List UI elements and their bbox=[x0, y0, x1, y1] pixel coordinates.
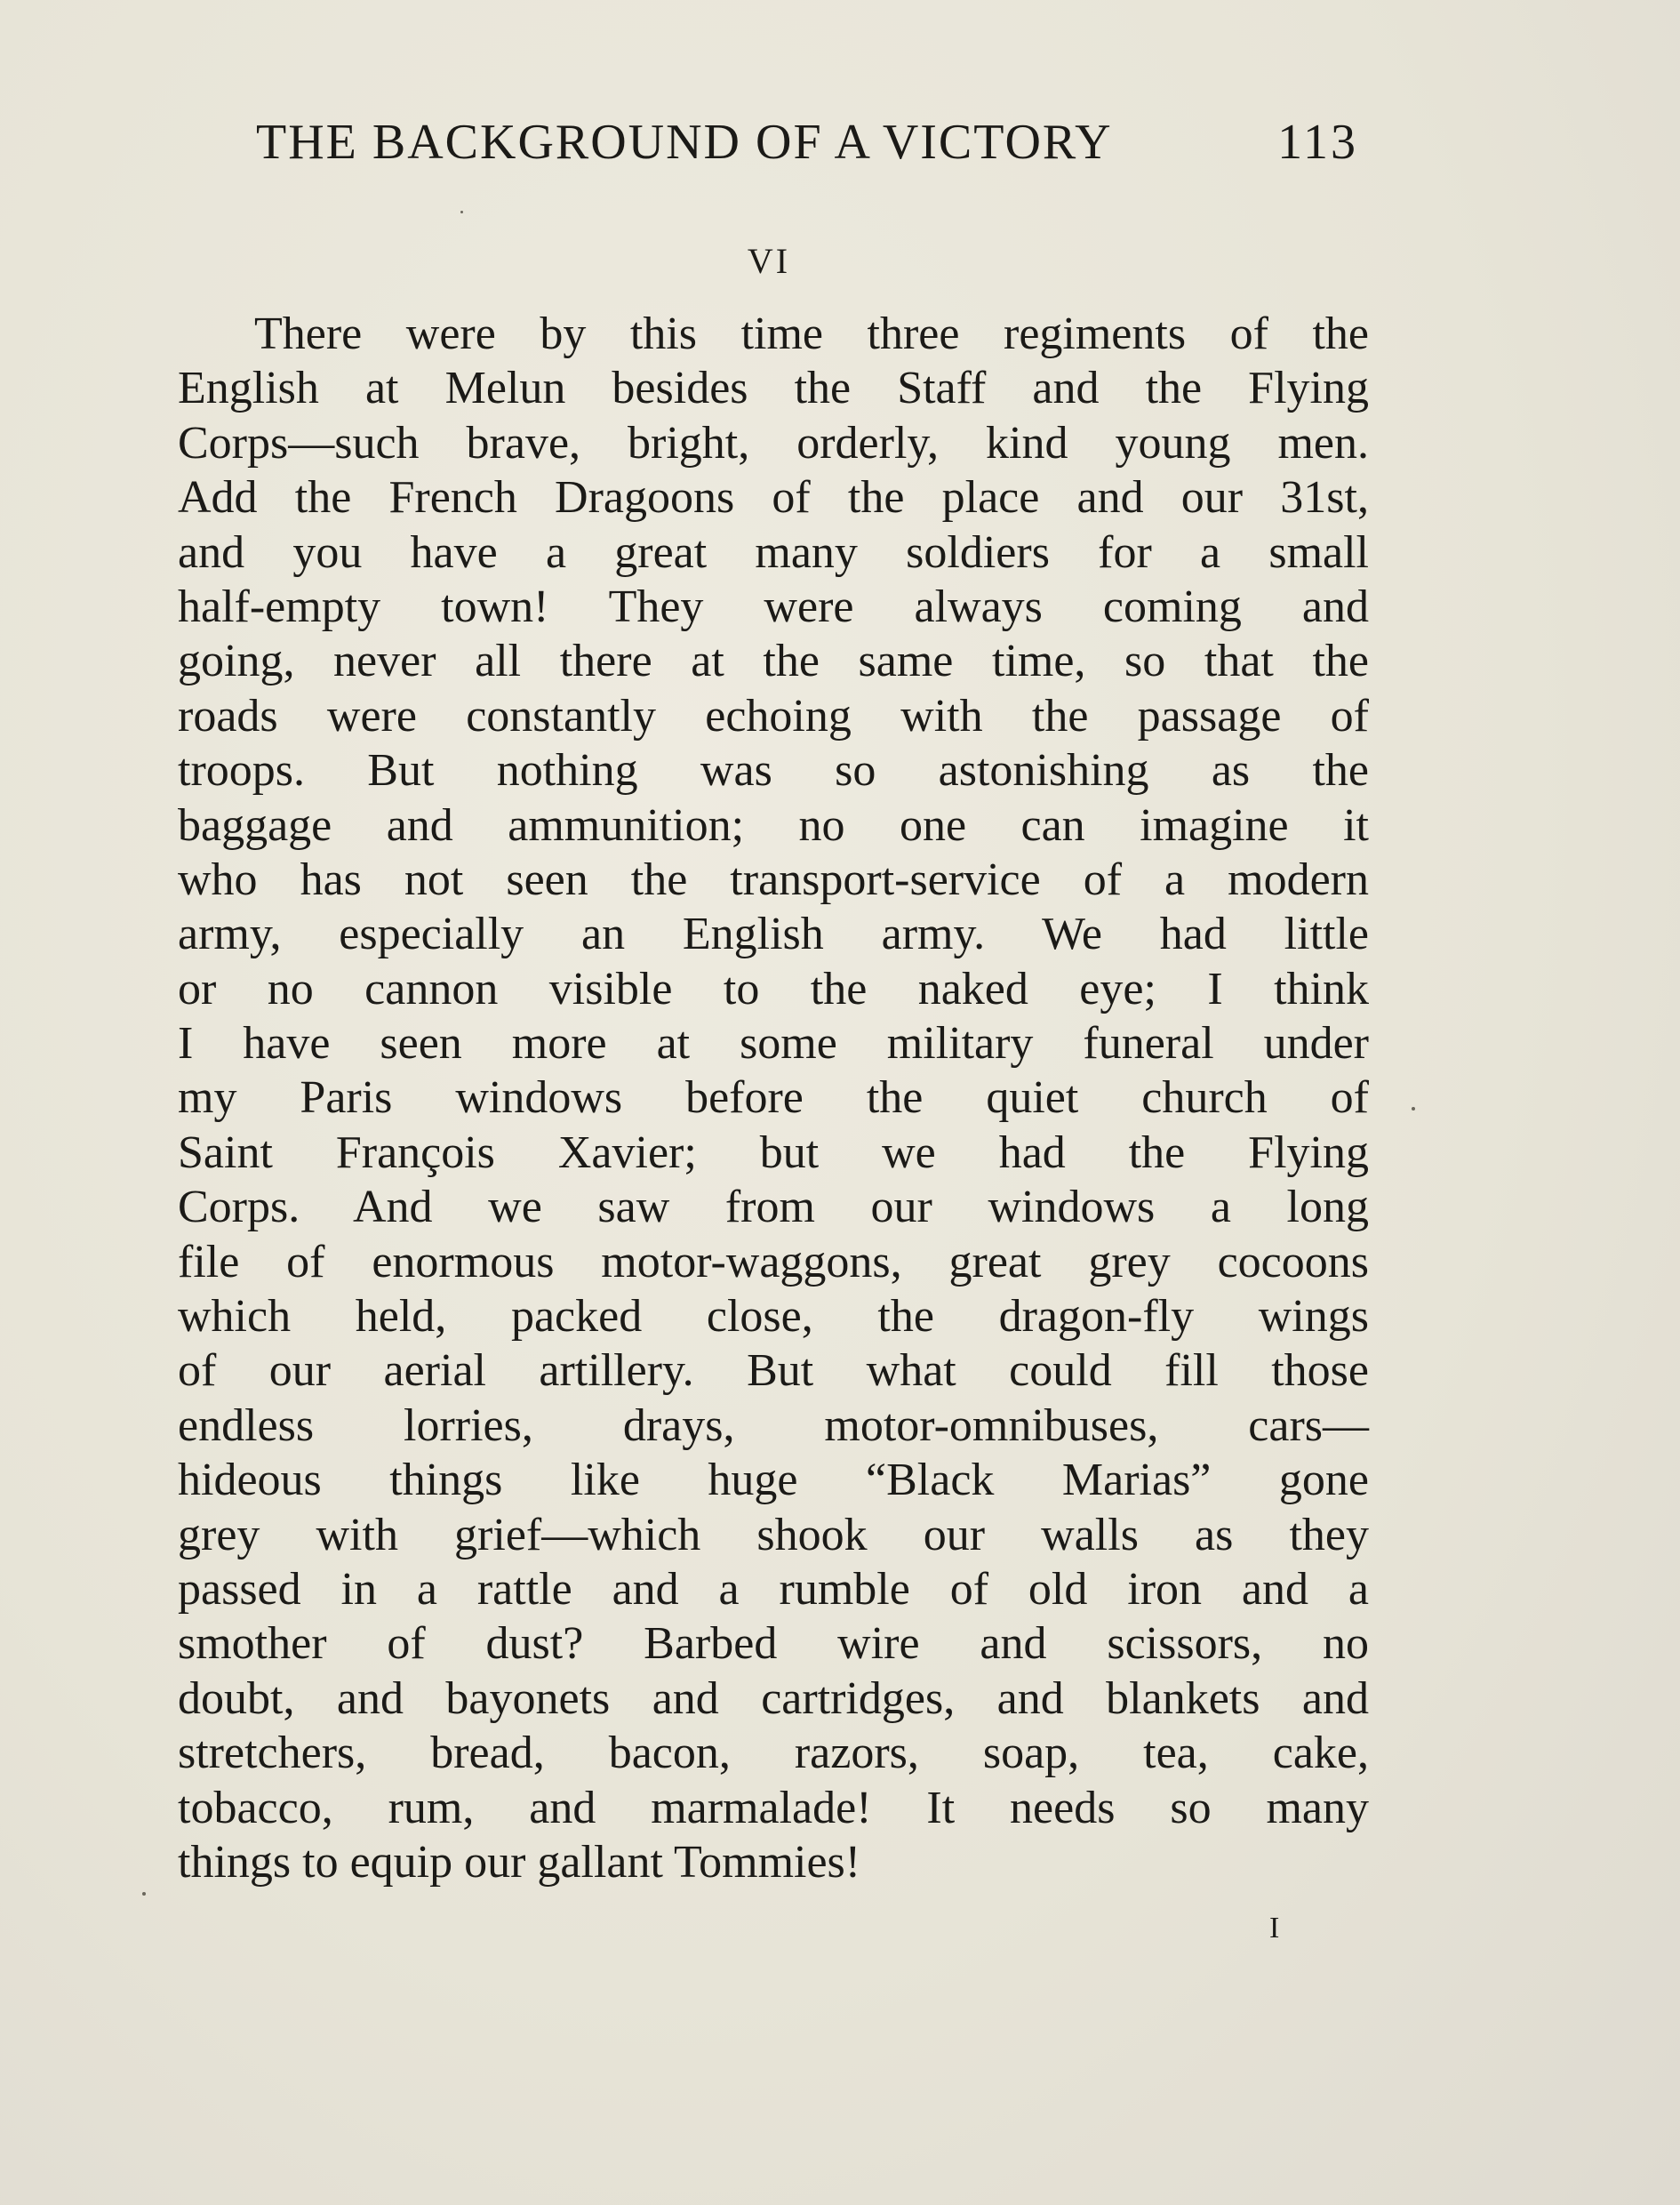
text-line: which held, packed close, the dragon-fly wings bbox=[178, 1291, 1369, 1343]
text-line: English at Melun besides the Staff and the Flying bbox=[178, 363, 1369, 414]
text-line: passed in a rattle and a rumble of old iron and a bbox=[178, 1563, 1369, 1615]
text-line: who has not seen the transport-service of a modern bbox=[178, 854, 1369, 905]
text-line: Corps. And we saw from our windows a long bbox=[178, 1182, 1369, 1233]
section-number: VI bbox=[747, 241, 791, 281]
text-line: There were by this time three regiments of the bbox=[254, 309, 1369, 359]
text-line: roads were constantly echoing with the passage of bbox=[178, 690, 1369, 742]
text-line: half-empty town! They were always coming and bbox=[178, 581, 1369, 632]
paper-speck bbox=[460, 211, 463, 213]
text-line: file of enormous motor-waggons, great grey cocoons bbox=[178, 1236, 1369, 1287]
text-line: hideous things like huge “Black Marias” gone bbox=[178, 1455, 1369, 1506]
text-line: tobacco, rum, and marmalade! It needs so many bbox=[178, 1782, 1369, 1833]
text-line: of our aerial artillery. But what could fill those bbox=[178, 1345, 1369, 1397]
text-line: grey with grief—which shook our walls as they bbox=[178, 1509, 1369, 1560]
text-line: troops. But nothing was so astonishing as the bbox=[178, 745, 1369, 797]
paper-speck bbox=[1412, 1107, 1415, 1111]
page-number: 113 bbox=[1277, 115, 1358, 170]
text-line: things to equip our gallant Tommies! bbox=[178, 1836, 861, 1888]
text-line: army, especially an English army. We had little bbox=[178, 909, 1369, 960]
body-paragraph bbox=[178, 307, 1369, 1889]
text-line: smother of dust? Barbed wire and scissors, no bbox=[178, 1618, 1369, 1670]
paper-speck bbox=[142, 1892, 146, 1896]
text-line: and you have a great many soldiers for a small bbox=[178, 526, 1369, 578]
text-line: baggage and ammunition; no one can imagine it bbox=[178, 799, 1369, 851]
text-line: Add the French Dragoons of the place and our 31st, bbox=[178, 472, 1369, 524]
text-line: stretchers, bread, bacon, razors, soap, tea, cake, bbox=[178, 1728, 1369, 1779]
chapter-title: THE BACKGROUND OF A VICTORY bbox=[256, 115, 1113, 170]
text-line: Corps—such brave, bright, orderly, kind young men. bbox=[178, 417, 1369, 469]
text-line: my Paris windows before the quiet church of bbox=[178, 1072, 1369, 1124]
signature-mark: I bbox=[1269, 1912, 1280, 1944]
text-line: or no cannon visible to the naked eye; I think bbox=[178, 963, 1369, 1014]
text-line: I have seen more at some military funeral under bbox=[178, 1018, 1369, 1070]
running-head bbox=[256, 114, 1358, 185]
text-line: endless lorries, drays, motor-omnibuses, cars— bbox=[178, 1399, 1369, 1451]
text-line: going, never all there at the same time, so that the bbox=[178, 636, 1369, 687]
text-line: Saint François Xavier; but we had the Flying bbox=[178, 1127, 1369, 1178]
text-line: doubt, and bayonets and cartridges, and blankets and bbox=[178, 1672, 1369, 1724]
